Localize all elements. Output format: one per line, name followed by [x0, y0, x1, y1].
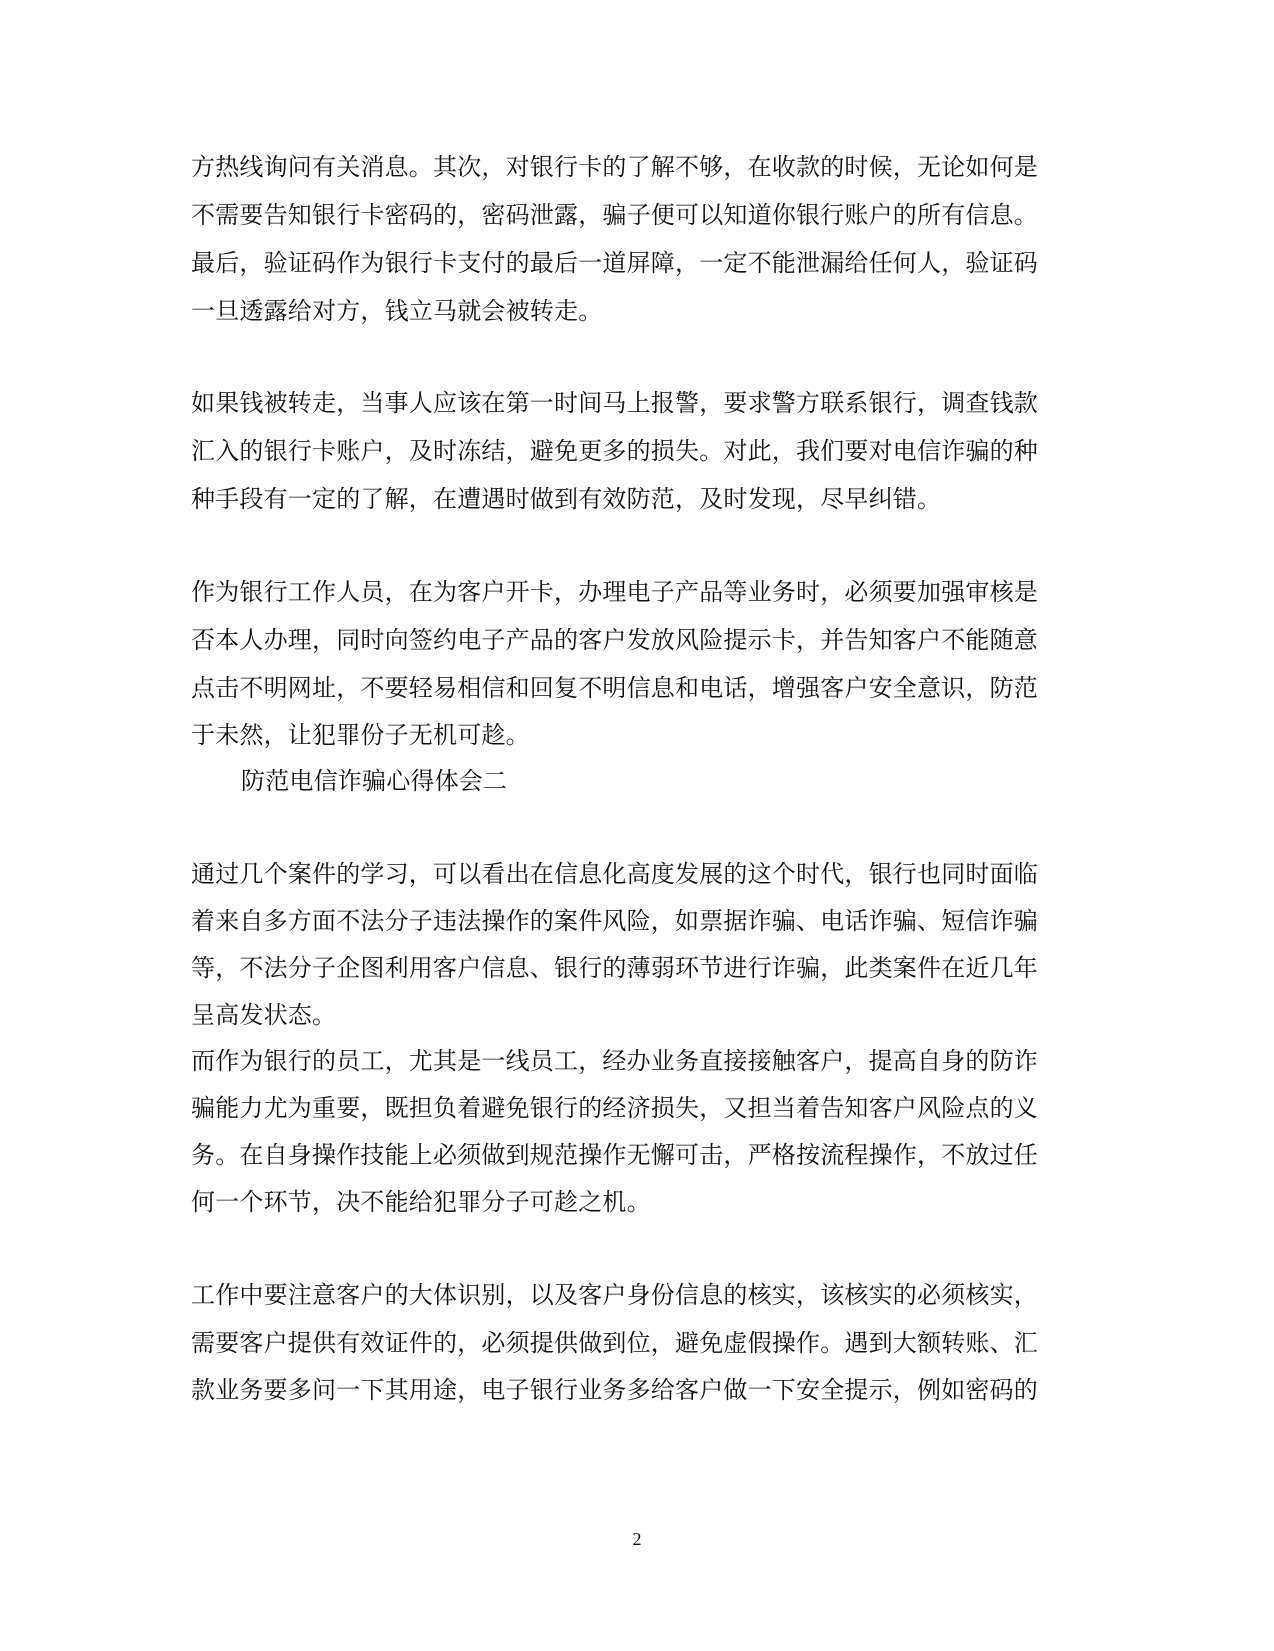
paragraph-3-line-4: 于未然，让犯罪份子无机可趁。: [191, 721, 530, 749]
paragraph-2-line-1: 如果钱被转走，当事人应该在第一时间马上报警，要求警方联系银行，调查钱款: [191, 389, 1038, 417]
paragraph-3-line-3: 点击不明网址，不要轻易相信和回复不明信息和电话，增强客户安全意识，防范: [191, 674, 1038, 702]
paragraph-5-line-3: 务。在自身操作技能上必须做到规范操作无懈可击，严格按流程操作，不放过任: [191, 1141, 1038, 1169]
paragraph-4-line-2: 着来自多方面不法分子违法操作的案件风险，如票据诈骗、电话诈骗、短信诈骗: [191, 907, 1038, 935]
paragraph-5-line-1: 而作为银行的员工，尤其是一线员工，经办业务直接接触客户，提高自身的防诈: [191, 1047, 1038, 1075]
section-heading: 防范电信诈骗心得体会二: [241, 767, 508, 795]
paragraph-6-line-2: 需要客户提供有效证件的，必须提供做到位，避免虚假操作。遇到大额转账、汇: [191, 1329, 1038, 1357]
paragraph-4-line-4: 呈高发状态。: [191, 1001, 337, 1029]
paragraph-3-line-1: 作为银行工作人员，在为客户开卡，办理电子产品等业务时，必须要加强审核是: [191, 578, 1038, 606]
paragraph-2-line-2: 汇入的银行卡账户，及时冻结，避免更多的损失。对此，我们要对电信诈骗的种: [191, 437, 1038, 465]
paragraph-6-line-3: 款业务要多问一下其用途，电子银行业务多给客户做一下安全提示，例如密码的: [191, 1376, 1038, 1404]
paragraph-2-line-3: 种手段有一定的了解，在遭遇时做到有效防范，及时发现，尽早纠错。: [191, 485, 942, 513]
paragraph-1-line-4: 一旦透露给对方，钱立马就会被转走。: [191, 297, 603, 325]
page-number: 2: [632, 1529, 642, 1549]
paragraph-5-line-4: 何一个环节，决不能给犯罪分子可趁之机。: [191, 1188, 651, 1216]
paragraph-6-line-1: 工作中要注意客户的大体识别，以及客户身份信息的核实，该核实的必须核实，: [191, 1281, 1038, 1309]
paragraph-1-line-3: 最后，验证码作为银行卡支付的最后一道屏障，一定不能泄漏给任何人，验证码: [191, 249, 1038, 277]
paragraph-5-line-2: 骗能力尤为重要，既担负着避免银行的经济损失，又担当着告知客户风险点的义: [191, 1094, 1038, 1122]
paragraph-4-line-3: 等，不法分子企图利用客户信息、银行的薄弱环节进行诈骗，此类案件在近几年: [191, 954, 1038, 982]
paragraph-4-line-1: 通过几个案件的学习，可以看出在信息化高度发展的这个时代，银行也同时面临: [191, 860, 1038, 888]
paragraph-3-line-2: 否本人办理，同时向签约电子产品的客户发放风险提示卡，并告知客户不能随意: [191, 626, 1038, 654]
paragraph-1-line-1: 方热线询问有关消息。其次，对银行卡的了解不够，在收款的时候，无论如何是: [191, 153, 1038, 181]
paragraph-1-line-2: 不需要告知银行卡密码的，密码泄露，骗子便可以知道你银行账户的所有信息。: [191, 201, 1038, 229]
